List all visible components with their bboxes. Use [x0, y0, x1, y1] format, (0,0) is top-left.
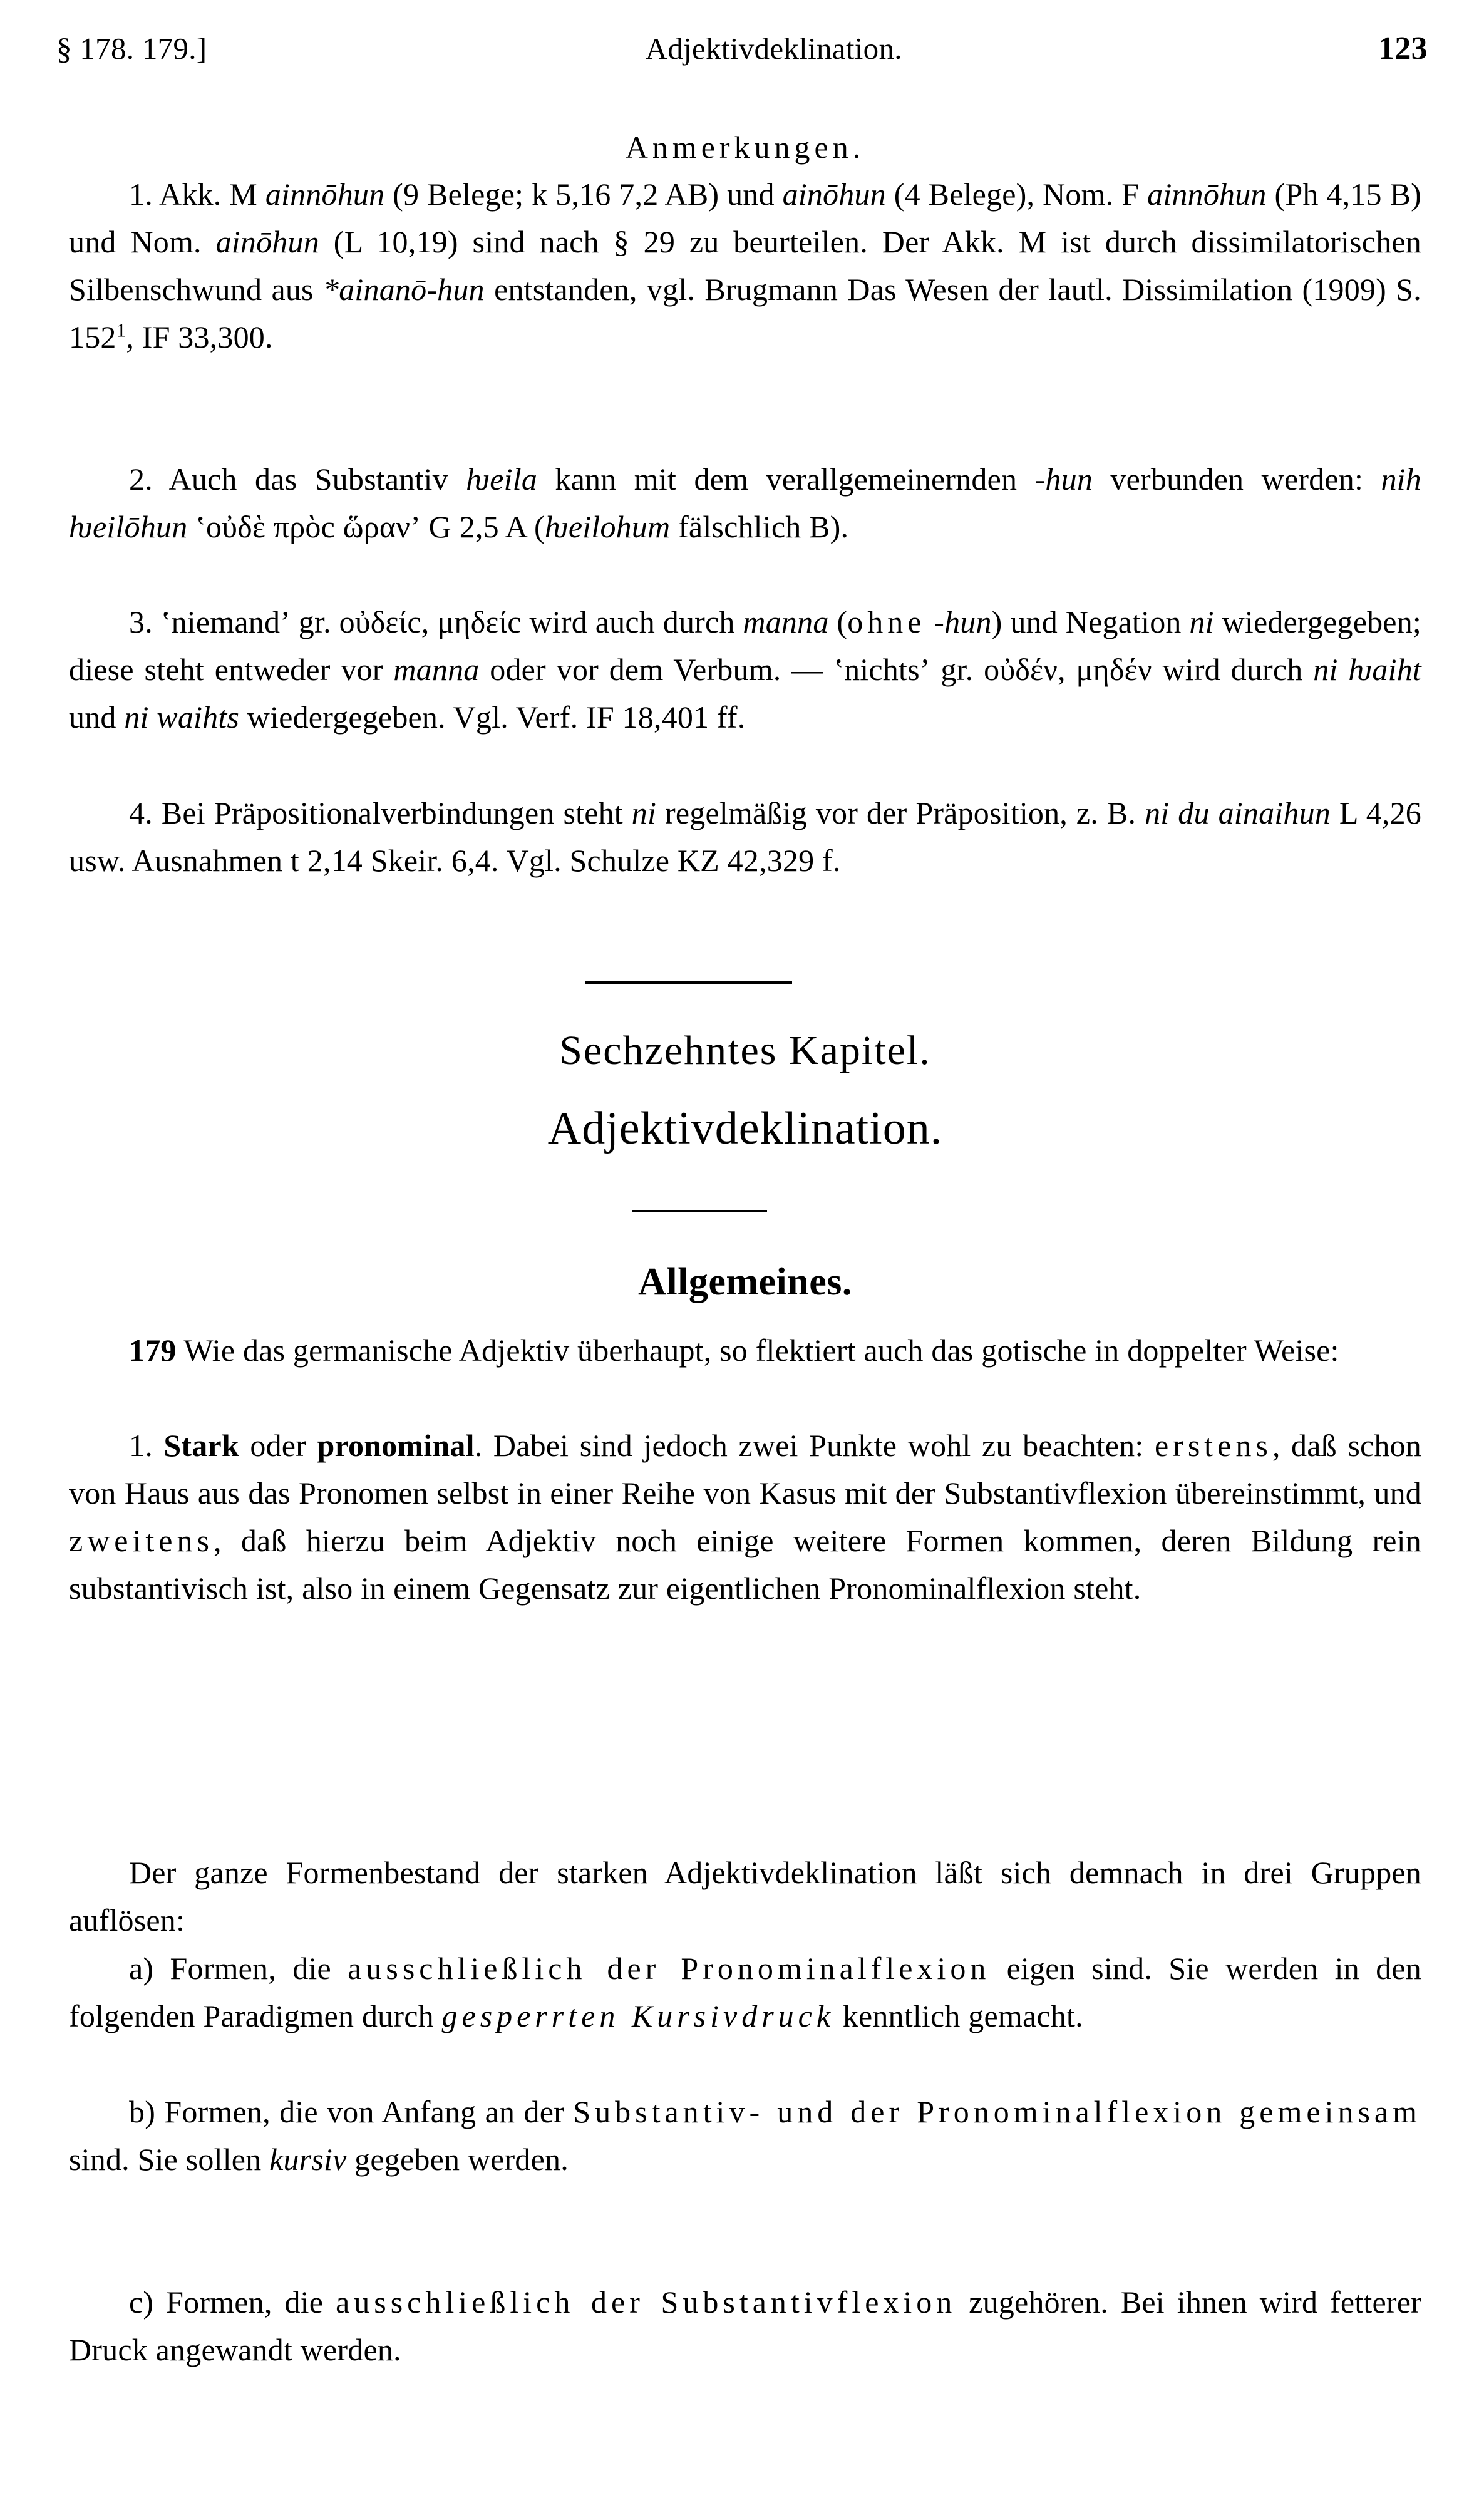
header-section-numbers: § 178. 179.]	[56, 31, 207, 66]
paragraph-group-a: a) Formen, die ausschließlich der Pronominalflexion eigen sind. Sie werden in den folgenden Paradigmen durch gesperrten Kursivdruck kenntlich gemacht.	[69, 1951, 1422, 2033]
chapter-number-heading: Sechzehntes Kapitel.	[559, 1028, 931, 1073]
anmerkung-item-3: 3. ʽniemandʼ gr. οὐδείc, μηδείc wird auch durch manna (ohne -hun) und Negation ni wiedergegeben; diese steht entweder vor manna oder vor dem Verbum. — ʽnichtsʼ gr. οὐδέν, μηδέν wird durch ni ƕaiht und ni waihts wiedergegeben. Vgl. Verf. IF 18,401 ff.	[69, 604, 1421, 735]
page-number: 123	[1378, 31, 1428, 66]
divider-rule-top	[585, 981, 792, 984]
paragraph-179: 179 Wie das germanische Adjektiv überhaupt, so flektiert auch das gotische in doppelter Weise:	[129, 1333, 1339, 1368]
running-head	[56, 30, 1428, 74]
anmerkungen-heading: Anmerkungen.	[625, 130, 865, 165]
header-title: Adjektivdeklination.	[645, 31, 902, 66]
section-heading-allgemeines: Allgemeines.	[638, 1261, 852, 1303]
chapter-title-heading: Adjektivdeklination.	[547, 1103, 943, 1154]
paragraph-stark-pronominal: 1. Stark oder pronominal. Dabei sind jedoch zwei Punkte wohl zu beachten: erstens, daß schon von Haus aus das Pronomen selbst in einer Reihe von Kasus mit der Substantivflexion übereinstimmt, und zweitens, daß hierzu beim Adjektiv noch einige weitere Formen kommen, deren Bildung rein substantivisch ist, also in einem Gegensatz zur eigentlichen Pronominalflexion steht.	[69, 1428, 1421, 1606]
anmerkung-item-2: 2. Auch das Substantiv ƕeila kann mit dem verallgemeinernden -hun verbunden werden: nih ƕeilōhun ʽοὐδὲ πρὸc ὥρανʼ G 2,5 A (ƕeilohum fälschlich B).	[69, 462, 1421, 544]
paragraph-group-b: b) Formen, die von Anfang an der Substantiv- und der Pronominalflexion gemeinsam sind. Sie sollen kursiv gegeben werden.	[69, 2094, 1421, 2177]
paragraph-group-c: c) Formen, die ausschließlich der Substantivflexion zugehören. Bei ihnen wird fetterer Druck angewandt werden.	[69, 2285, 1421, 2367]
anmerkung-item-4: 4. Bei Präpositionalverbindungen steht ni regelmäßig vor der Präposition, z. B. ni du ainaihun L 4,26 usw. Ausnahmen t 2,14 Skeir. 6,4. Vgl. Schulze KZ 42,329 f.	[69, 795, 1421, 878]
paragraph-formenbestand: Der ganze Formenbestand der starken Adjektivdeklination läßt sich demnach in drei Gruppen auflösen:	[69, 1855, 1421, 1938]
anmerkung-item-1: 1. Akk. M ainnōhun (9 Belege; k 5,16 7,2 AB) und ainōhun (4 Belege), Nom. F ainnōhun (Ph 4,15 B) und Nom. ainōhun (L 10,19) sind nach § 29 zu beurteilen. Der Akk. M ist durch dissimilatorischen Silbenschwund aus *ainanō-hun entstanden, vgl. Brugmann Das Wesen der lautl. Dissimilation (1909) S. $152^1$, IF 33,300.	[69, 177, 1421, 354]
divider-rule-bottom	[632, 1210, 767, 1212]
